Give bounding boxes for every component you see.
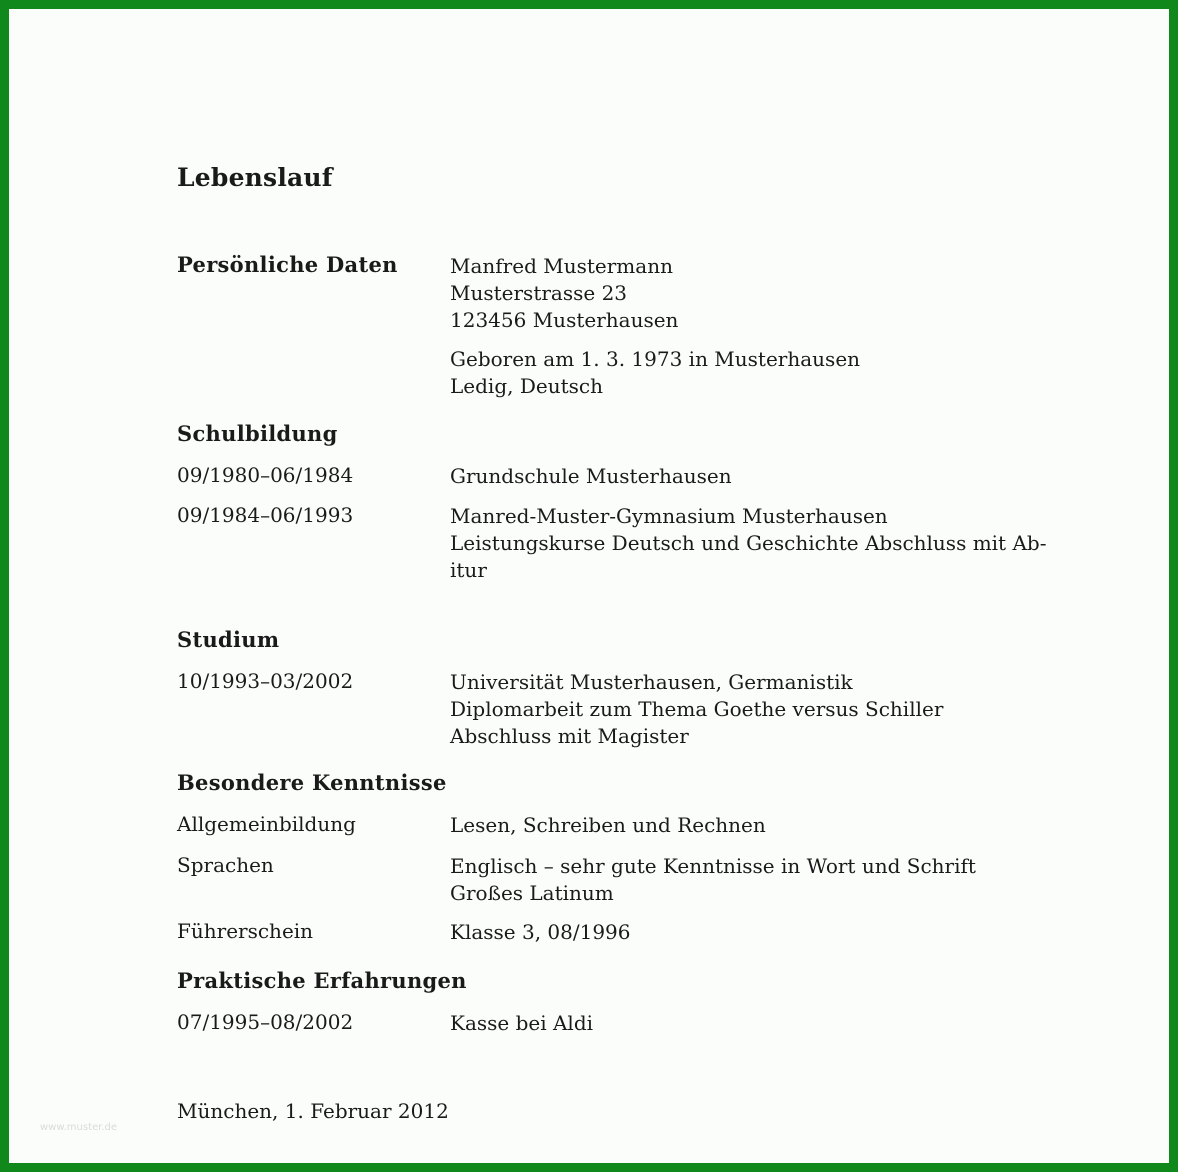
personal-city: 123456 Musterhausen xyxy=(450,308,679,332)
skill-label-languages: Sprachen xyxy=(177,853,274,877)
experience-entry-1-line-1: Kasse bei Aldi xyxy=(450,1011,594,1035)
watermark: www.muster.de xyxy=(40,1122,118,1133)
personal-name: Manfred Mustermann xyxy=(450,254,673,278)
study-entry-1-line-2: Diplomarbeit zum Thema Goethe versus Schiller xyxy=(450,697,944,721)
skill-value-license-line-1: Klasse 3, 08/1996 xyxy=(450,920,631,944)
school-period-1: 09/1980–06/1984 xyxy=(177,463,354,487)
skill-value-languages-line-2: Großes Latinum xyxy=(450,881,614,905)
study-entry-1-line-3: Abschluss mit Magister xyxy=(450,724,689,748)
personal-status: Ledig, Deutsch xyxy=(450,374,603,398)
school-entry-2-line-3: itur xyxy=(450,558,487,582)
page-title: Lebenslauf xyxy=(177,163,333,192)
skill-value-languages-line-1: Englisch – sehr gute Kenntnisse in Wort und Schrift xyxy=(450,854,976,878)
skill-value-general-line-1: Lesen, Schreiben und Rechnen xyxy=(450,813,766,837)
place-date: München, 1. Februar 2012 xyxy=(177,1099,449,1123)
skill-label-general: Allgemeinbildung xyxy=(177,812,356,836)
study-entry-1-line-1: Universität Musterhausen, Germanistik xyxy=(450,670,853,694)
personal-birth: Geboren am 1. 3. 1973 in Musterhausen xyxy=(450,347,861,371)
school-entry-2 xyxy=(450,503,1046,584)
section-heading-experience: Praktische Erfahrungen xyxy=(177,968,467,993)
school-entry-2-line-1: Manred-Muster-Gymnasium Musterhausen xyxy=(450,504,888,528)
school-period-2: 09/1984–06/1993 xyxy=(177,503,354,527)
personal-details-block xyxy=(450,346,860,400)
section-heading-school: Schulbildung xyxy=(177,421,338,446)
skill-value-general xyxy=(450,812,766,839)
school-entry-1 xyxy=(450,463,732,490)
experience-entry-1 xyxy=(450,1010,593,1037)
skill-label-license: Führerschein xyxy=(177,919,314,943)
school-entry-2-line-2: Leistungskurse Deutsch und Geschichte Abschluss mit Ab- xyxy=(450,531,1047,555)
personal-street: Musterstrasse 23 xyxy=(450,281,628,305)
personal-address-block xyxy=(450,253,678,334)
study-period-1: 10/1993–03/2002 xyxy=(177,669,354,693)
section-heading-study: Studium xyxy=(177,627,280,652)
experience-period-1: 07/1995–08/2002 xyxy=(177,1010,354,1034)
skill-value-license xyxy=(450,919,631,946)
section-heading-personal: Persönliche Daten xyxy=(177,252,398,277)
skill-value-languages xyxy=(450,853,976,907)
school-entry-1-line-1: Grundschule Musterhausen xyxy=(450,464,732,488)
study-entry-1 xyxy=(450,669,943,750)
section-heading-skills: Besondere Kenntnisse xyxy=(177,770,447,795)
